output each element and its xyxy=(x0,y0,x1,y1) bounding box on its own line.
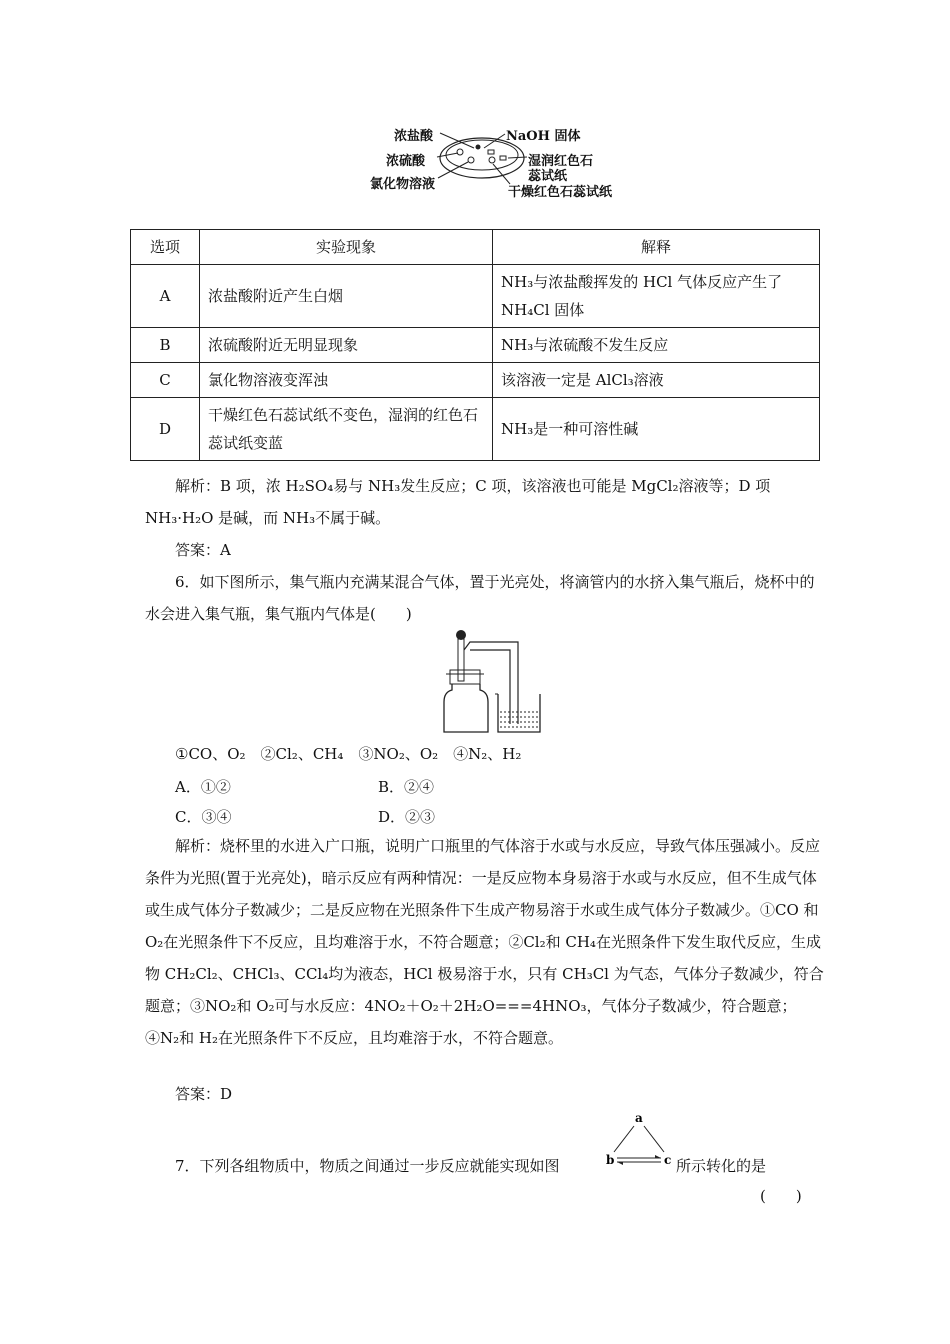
q6-analysis: 解析：烧杯里的水进入广口瓶，说明广口瓶里的气体溶于水或与水反应，导致气体压强减小。反应条件为光照(置于光亮处)，暗示反应有两种情况：一是反应物本身易溶于水或与水反应，但不生成气体或生成气体分子数减少；二是反应物在光照条件下生成产物易溶于水或生成气体分子数减少。①CO 和 O₂在光照条件下不反应，且均难溶于水，不符合题意；②Cl₂和 CH₄在光照条件下发生取代反应，生成物 CH₂Cl₂、CHCl₃、CCl₄均为液态，HCl 极易溶于水，只有 CH₃Cl 为气态，气体分子数减少，符合题意；③NO₂和 O₂可与水反应：4NO₂＋O₂＋2H₂O===4HNO₃，气体分子数减少，符合题意；④N₂和 H₂在光照条件下不反应，且均难溶于水，不符合题意。 xyxy=(145,837,824,1047)
petri-dish-inner xyxy=(446,140,518,170)
row-explanation: NH₃与浓硫酸不发生反应 xyxy=(493,328,820,363)
row-explanation: 该溶液一定是 AlCl₃溶液 xyxy=(493,363,820,398)
gas-bottle-figure xyxy=(0,620,950,740)
label-dry-paper: 干燥红色石蕊试纸 xyxy=(508,185,613,200)
q7-stem-after: 所示转化的是 xyxy=(676,1157,767,1175)
q6-choice-b: B．②④ xyxy=(378,778,435,796)
label-chloride: 氯化物溶液 xyxy=(370,177,436,192)
q6-choice-d: D．②③ xyxy=(378,808,436,826)
table-row xyxy=(131,265,820,328)
q7-blank: ( ) xyxy=(760,1187,802,1205)
label-hcl: 浓盐酸 xyxy=(394,129,434,144)
row-phenomenon: 浓盐酸附近产生白烟 xyxy=(200,265,493,328)
row-phenomenon: 浓硫酸附近无明显现象 xyxy=(200,328,493,363)
q7-triangle-diagram xyxy=(604,1108,676,1172)
node-a: a xyxy=(635,1111,643,1125)
table-row xyxy=(131,363,820,398)
table-row xyxy=(131,398,820,461)
row-explanation: NH₃是一种可溶性碱 xyxy=(493,398,820,461)
q6-choice-a: A．①② xyxy=(175,778,231,796)
row-option: C xyxy=(131,363,200,398)
header-option: 选项 xyxy=(131,230,200,265)
row-phenomenon: 干燥红色石蕊试纸不变色，湿润的红色石蕊试纸变蓝 xyxy=(200,398,493,461)
q6-answer: 答案：D xyxy=(175,1085,233,1103)
q6-stem: 6．如下图所示，集气瓶内充满某混合气体，置于光亮处，将滴管内的水挤入集气瓶后，烧杯中的水会进入集气瓶，集气瓶内气体是( ) xyxy=(145,573,815,623)
q6-items: ①CO、O₂ ②Cl₂、CH₄ ③NO₂、O₂ ④N₂、H₂ xyxy=(175,745,522,763)
label-wet-paper-1: 湿润红色石 xyxy=(528,154,594,169)
options-table xyxy=(130,229,820,461)
q7-stem-before: 7．下列各组物质中，物质之间通过一步反应就能实现如图 xyxy=(175,1157,560,1175)
table-row xyxy=(131,328,820,363)
row-phenomenon: 氯化物溶液变浑浊 xyxy=(200,363,493,398)
label-wet-paper-2: 蕊试纸 xyxy=(528,169,568,184)
node-c: c xyxy=(664,1153,672,1167)
row-explanation: NH₃与浓盐酸挥发的 HCl 气体反应产生了NH₄Cl 固体 xyxy=(493,265,820,328)
table-header-row xyxy=(131,230,820,265)
q5-answer: 答案：A xyxy=(175,541,231,559)
row-option: A xyxy=(131,265,200,328)
q5-analysis: 解析：B 项，浓 H₂SO₄易与 NH₃发生反应；C 项，该溶液也可能是 MgCl₂溶液等；D 项 NH₃·H₂O 是碱，而 NH₃不属于碱。 xyxy=(145,477,771,527)
label-naoh: NaOH 固体 xyxy=(506,129,581,144)
q6-choice-c: C．③④ xyxy=(175,808,232,826)
header-phenomenon: 实验现象 xyxy=(200,230,493,265)
label-h2so4: 浓硫酸 xyxy=(386,154,426,169)
petri-dish-figure xyxy=(0,0,950,210)
node-b: b xyxy=(606,1153,615,1167)
header-explanation: 解释 xyxy=(493,230,820,265)
row-option: D xyxy=(131,398,200,461)
row-option: B xyxy=(131,328,200,363)
